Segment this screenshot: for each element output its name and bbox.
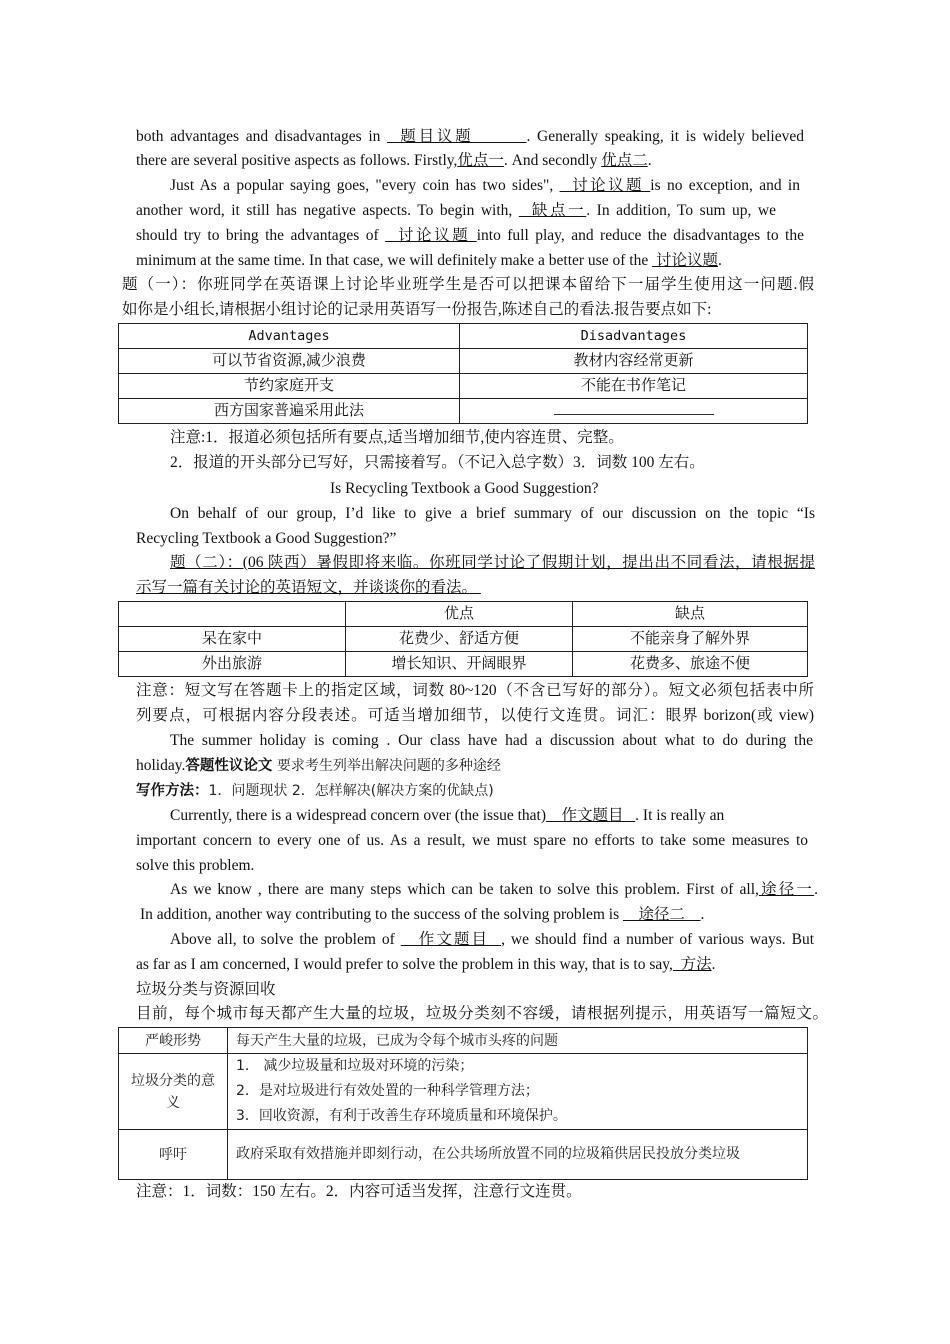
fill-in-blank: 题（二）：(06 陕西）暑假即将来临。你班同学讨论了假期计划，提出出不同看法，请根据提: [170, 554, 815, 571]
text-line: [136, 528, 396, 550]
row-content: 政府采取有效措施并即刻行动，在公共场所放置不同的垃圾箱供居民投放分类垃圾: [228, 1130, 808, 1180]
text-line: [136, 705, 814, 727]
text-line: [140, 904, 704, 926]
text-line: [330, 478, 599, 500]
header-pros: 优点: [346, 602, 573, 627]
text-line: [136, 1003, 828, 1025]
text-line: [170, 730, 813, 752]
text-line: [170, 879, 818, 901]
text-segment: Recycling Textbook a Good Suggestion?”: [136, 530, 397, 547]
text-line: [170, 175, 800, 197]
bold-heading: 答题性议论文: [185, 758, 273, 774]
text-segment: , we should find a number of various ways. But: [501, 931, 814, 948]
text-segment: 1．问题现状 2．怎样解决(解决方案的优缺点): [208, 783, 494, 799]
text-segment: The summer holiday is coming . Our class have had a discussion about what to do during the: [170, 732, 813, 749]
text-segment: . And secondly: [503, 152, 602, 169]
table-header-row: [119, 602, 808, 627]
fill-in-blank: 作文题目: [400, 931, 502, 948]
text-line: [170, 503, 815, 525]
text-line: [136, 954, 716, 976]
text-segment: 注意:1．报道必须包括所有要点,适当增加细节,使内容连贯、完整。: [170, 429, 624, 446]
table-row: [119, 652, 808, 677]
text-segment: 要求考生列举出解决问题的多种途经: [272, 758, 501, 774]
fill-in-blank: 方法: [672, 956, 712, 973]
table-cell: 呆在家中: [119, 627, 346, 652]
text-segment: should try to bring the advantages of: [136, 227, 386, 244]
fill-in-blank: 示写一篇有关讨论的英语短文，并谈谈你的看法。: [136, 579, 481, 596]
text-segment: . It is really an: [635, 807, 725, 824]
table-cell: 教材内容经常更新: [460, 349, 808, 374]
text-line: [136, 200, 776, 222]
fill-in-blank: 讨论议题: [559, 177, 651, 194]
text-line: [136, 755, 501, 777]
text-line: [136, 150, 652, 172]
blank-cell: [460, 399, 808, 424]
fill-in-blank: 题目议题: [387, 128, 527, 145]
table-row: [119, 1054, 808, 1130]
row-label: 垃圾分类的意义: [119, 1054, 228, 1130]
table-row: [119, 374, 808, 399]
text-segment: is no exception, and in: [650, 177, 800, 194]
header-advantages: Advantages: [119, 324, 460, 349]
list-item: 3．回收资源，有利于改善生存环境质量和环境保护。: [236, 1108, 567, 1124]
text-segment: 注意：短文写在答题卡上的指定区域，词数 80~120（不含已写好的部分）。短文必须包括表中所: [136, 682, 814, 699]
text-segment: 列要点，可根据内容分段表述。可适当增加细节，以使行文连贯。词汇：眼界 borizon(或 view): [136, 707, 814, 724]
text-line: [170, 552, 815, 574]
table-cell: 节约家庭开支: [119, 374, 460, 399]
fill-in-blank: 途径二: [623, 906, 701, 923]
text-line: [136, 126, 804, 148]
text-line: [136, 830, 808, 852]
text-segment: As we know , there are many steps which can be taken to solve this problem. First of all,: [170, 881, 759, 898]
text-segment: there are several positive aspects as follows. Firstly,: [136, 152, 458, 169]
text-segment: minimum at the same time. In that case, we will definitely make a better use of the: [136, 252, 653, 269]
table-row: [119, 1130, 808, 1180]
table-garbage-sorting: [118, 1027, 808, 1180]
fill-in-blank: 优点一: [457, 152, 504, 169]
text-segment: .: [711, 956, 716, 973]
text-line: [170, 805, 724, 827]
text-line: [170, 452, 705, 474]
text-segment: In addition, another way contributing to the success of the solving problem is: [140, 906, 623, 923]
table-cell: 花费少、舒适方便: [346, 627, 573, 652]
text-line: [136, 250, 722, 272]
table-cell: 可以节省资源,减少浪费: [119, 349, 460, 374]
text-segment: Currently, there is a widespread concern over (the issue that): [170, 807, 547, 824]
text-line: [136, 1181, 582, 1203]
text-segment: solve this problem.: [136, 857, 255, 874]
text-segment: . In addition, To sum up, we: [586, 202, 776, 219]
text-line: [136, 780, 494, 802]
text-line: [170, 427, 624, 449]
row-label: 严峻形势: [119, 1028, 228, 1054]
text-segment: into full play, and reduce the disadvantages to the: [476, 227, 804, 244]
table-textbook-pros-cons: [118, 323, 808, 424]
table-cell: 外出旅游: [119, 652, 346, 677]
text-segment: Above all, to solve the problem of: [170, 931, 401, 948]
text-segment: 注意：1．词数：150 左右。2．内容可适当发挥，注意行文连贯。: [136, 1183, 582, 1200]
text-segment: On behalf of our group, I’d like to give a brief summary of our discussion on the topic “Is: [170, 505, 815, 522]
text-segment: 题（一）：你班同学在英语课上讨论毕业班学生是否可以把课本留给下一届学生使用这一问题.假: [122, 276, 814, 293]
text-line: [136, 855, 254, 877]
table-cell: 不能在书作笔记: [460, 374, 808, 399]
list-item: 2．是对垃圾进行有效处置的一种科学管理方法；: [236, 1083, 539, 1099]
list-item: 1． 减少垃圾量和垃圾对环境的污染；: [236, 1058, 474, 1074]
table-header-row: [119, 324, 808, 349]
text-line: [122, 274, 814, 296]
text-segment: .: [814, 881, 818, 898]
text-segment: 目前，每个城市每天都产生大量的垃圾，垃圾分类刻不容缓，请根据列提示，用英语写一篇短文。: [136, 1005, 828, 1022]
text-line: [170, 929, 814, 951]
text-segment: another word, it still has negative aspects. To begin with,: [136, 202, 519, 219]
row-content: [228, 1054, 808, 1130]
text-segment: Just As a popular saying goes, "every coin has two sides",: [170, 177, 560, 194]
text-line: [136, 225, 804, 247]
row-content: 每天产生大量的垃圾，已成为令每个城市头疼的问题: [228, 1028, 808, 1054]
text-segment: as far as I am concerned, I would prefer to solve the problem in this way, that is to say,: [136, 956, 673, 973]
row-label: 呼吁: [119, 1130, 228, 1180]
fill-in-blank: 讨论议题: [652, 252, 718, 269]
table-row: [119, 1028, 808, 1054]
table-holiday-plans: [118, 601, 808, 677]
header-disadvantages: Disadvantages: [460, 324, 808, 349]
text-segment: . Generally speaking, it is widely believed: [526, 128, 804, 145]
table-cell: 增长知识、开阔眼界: [346, 652, 573, 677]
fill-in-blank: 缺点一: [518, 202, 587, 219]
table-row: [119, 627, 808, 652]
header-empty: [119, 602, 346, 627]
text-segment: 垃圾分类与资源回收: [136, 981, 276, 998]
fill-in-blank: 途径一: [758, 881, 815, 898]
text-segment: holiday.: [136, 757, 186, 774]
table-row: [119, 399, 808, 424]
fill-in-blank: 作文题目: [546, 807, 636, 824]
bold-heading: 写作方法：: [136, 783, 209, 799]
table-cell: 花费多、旅途不便: [573, 652, 808, 677]
fill-in-blank: 讨论议题: [385, 227, 477, 244]
table-cell: 西方国家普遍采用此法: [119, 399, 460, 424]
text-segment: Is Recycling Textbook a Good Suggestion?: [330, 480, 599, 497]
text-segment: .: [647, 152, 652, 169]
text-segment: important concern to every one of us. As a result, we must spare no efforts to take some measures to: [136, 832, 808, 849]
text-line: [136, 680, 814, 702]
blank-line: [554, 400, 714, 415]
table-cell: 不能亲身了解外界: [573, 627, 808, 652]
text-line: [122, 299, 711, 321]
text-segment: both advantages and disadvantages in: [136, 128, 388, 145]
table-row: [119, 349, 808, 374]
text-line: [136, 577, 481, 599]
text-segment: .: [717, 252, 722, 269]
header-cons: 缺点: [573, 602, 808, 627]
text-segment: 2．报道的开头部分已写好，只需接着写。（不记入总字数）3．词数 100 左右。: [170, 454, 705, 471]
text-line: [136, 979, 276, 1001]
text-segment: .: [700, 906, 705, 923]
fill-in-blank: 优点二: [601, 152, 648, 169]
text-segment: 如你是小组长,请根据小组讨论的记录用英语写一份报告,陈述自己的看法.报告要点如下:: [122, 301, 712, 318]
